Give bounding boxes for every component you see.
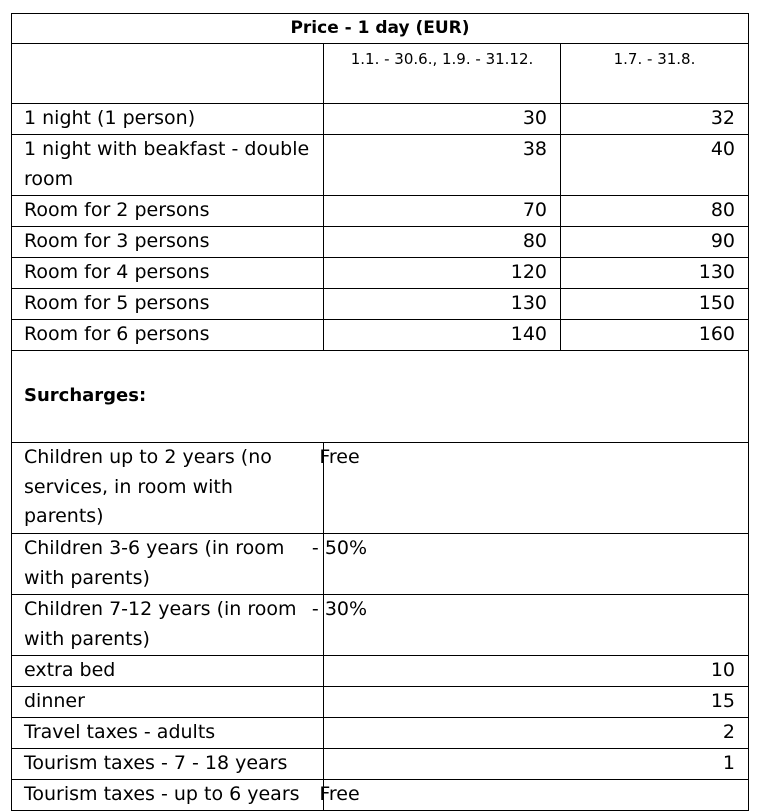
period-header-row bbox=[12, 44, 749, 104]
high-season-price: 160 bbox=[561, 320, 749, 351]
surcharge-value-text: - 50% bbox=[311, 537, 368, 559]
surcharge-label: Tourism taxes - up to 6 years bbox=[12, 780, 324, 811]
high-season-price: 80 bbox=[561, 196, 749, 227]
table-row bbox=[12, 289, 749, 320]
period-high-season: 1.7. - 31.8. bbox=[561, 44, 749, 104]
table-row bbox=[12, 687, 749, 718]
surcharge-value-text: - 30% bbox=[311, 598, 368, 620]
surcharge-value bbox=[311, 595, 749, 656]
room-label: 1 night with beakfast - double room bbox=[12, 135, 324, 196]
surcharges-heading-row bbox=[12, 351, 749, 443]
room-label: Room for 4 persons bbox=[12, 258, 324, 289]
surcharge-value bbox=[319, 443, 749, 534]
title-row bbox=[12, 14, 749, 44]
table-row bbox=[12, 104, 749, 135]
surcharge-label: extra bed bbox=[12, 656, 324, 687]
low-season-price: 120 bbox=[324, 258, 561, 289]
table-title: Price - 1 day (EUR) bbox=[12, 14, 749, 44]
room-label: Room for 3 persons bbox=[12, 227, 324, 258]
high-season-price: 40 bbox=[561, 135, 749, 196]
price-table bbox=[11, 13, 749, 811]
table-row bbox=[12, 749, 749, 780]
room-label: Room for 6 persons bbox=[12, 320, 324, 351]
surcharge-label: Children 7-12 years (in room with parents) bbox=[12, 595, 324, 656]
surcharge-value bbox=[319, 780, 749, 811]
high-season-price: 150 bbox=[561, 289, 749, 320]
surcharge-label: Children 3-6 years (in room with parents) bbox=[12, 534, 324, 595]
table-row bbox=[12, 718, 749, 749]
surcharge-value-text: Free bbox=[319, 783, 360, 805]
room-label: 1 night (1 person) bbox=[12, 104, 324, 135]
table-row bbox=[12, 780, 749, 811]
low-season-price: 130 bbox=[324, 289, 561, 320]
table-row bbox=[12, 196, 749, 227]
surcharge-label: dinner bbox=[12, 687, 324, 718]
table-row bbox=[12, 227, 749, 258]
surcharge-value: 2 bbox=[324, 718, 749, 749]
table-row bbox=[12, 443, 749, 534]
room-label: Room for 5 persons bbox=[12, 289, 324, 320]
surcharge-label: Children up to 2 years (no services, in room with parents) bbox=[12, 443, 324, 534]
table-row bbox=[12, 595, 749, 656]
surcharge-value: 15 bbox=[324, 687, 749, 718]
period-low-season: 1.1. - 30.6., 1.9. - 31.12. bbox=[324, 44, 561, 104]
table-row bbox=[12, 135, 749, 196]
surcharge-value-text: Free bbox=[319, 446, 360, 468]
high-season-price: 90 bbox=[561, 227, 749, 258]
table-row bbox=[12, 320, 749, 351]
low-season-price: 80 bbox=[324, 227, 561, 258]
surcharge-value bbox=[311, 534, 749, 595]
empty-header-cell bbox=[12, 44, 324, 104]
surcharge-label: Travel taxes - adults bbox=[12, 718, 324, 749]
low-season-price: 70 bbox=[324, 196, 561, 227]
table-row bbox=[12, 534, 749, 595]
surcharge-value: 1 bbox=[324, 749, 749, 780]
low-season-price: 140 bbox=[324, 320, 561, 351]
table-row bbox=[12, 656, 749, 687]
surcharge-label: Tourism taxes - 7 - 18 years bbox=[12, 749, 324, 780]
low-season-price: 38 bbox=[324, 135, 561, 196]
surcharge-value: 10 bbox=[324, 656, 749, 687]
surcharges-heading: Surcharges: bbox=[12, 351, 749, 443]
high-season-price: 130 bbox=[561, 258, 749, 289]
low-season-price: 30 bbox=[324, 104, 561, 135]
table-row bbox=[12, 258, 749, 289]
high-season-price: 32 bbox=[561, 104, 749, 135]
room-label: Room for 2 persons bbox=[12, 196, 324, 227]
